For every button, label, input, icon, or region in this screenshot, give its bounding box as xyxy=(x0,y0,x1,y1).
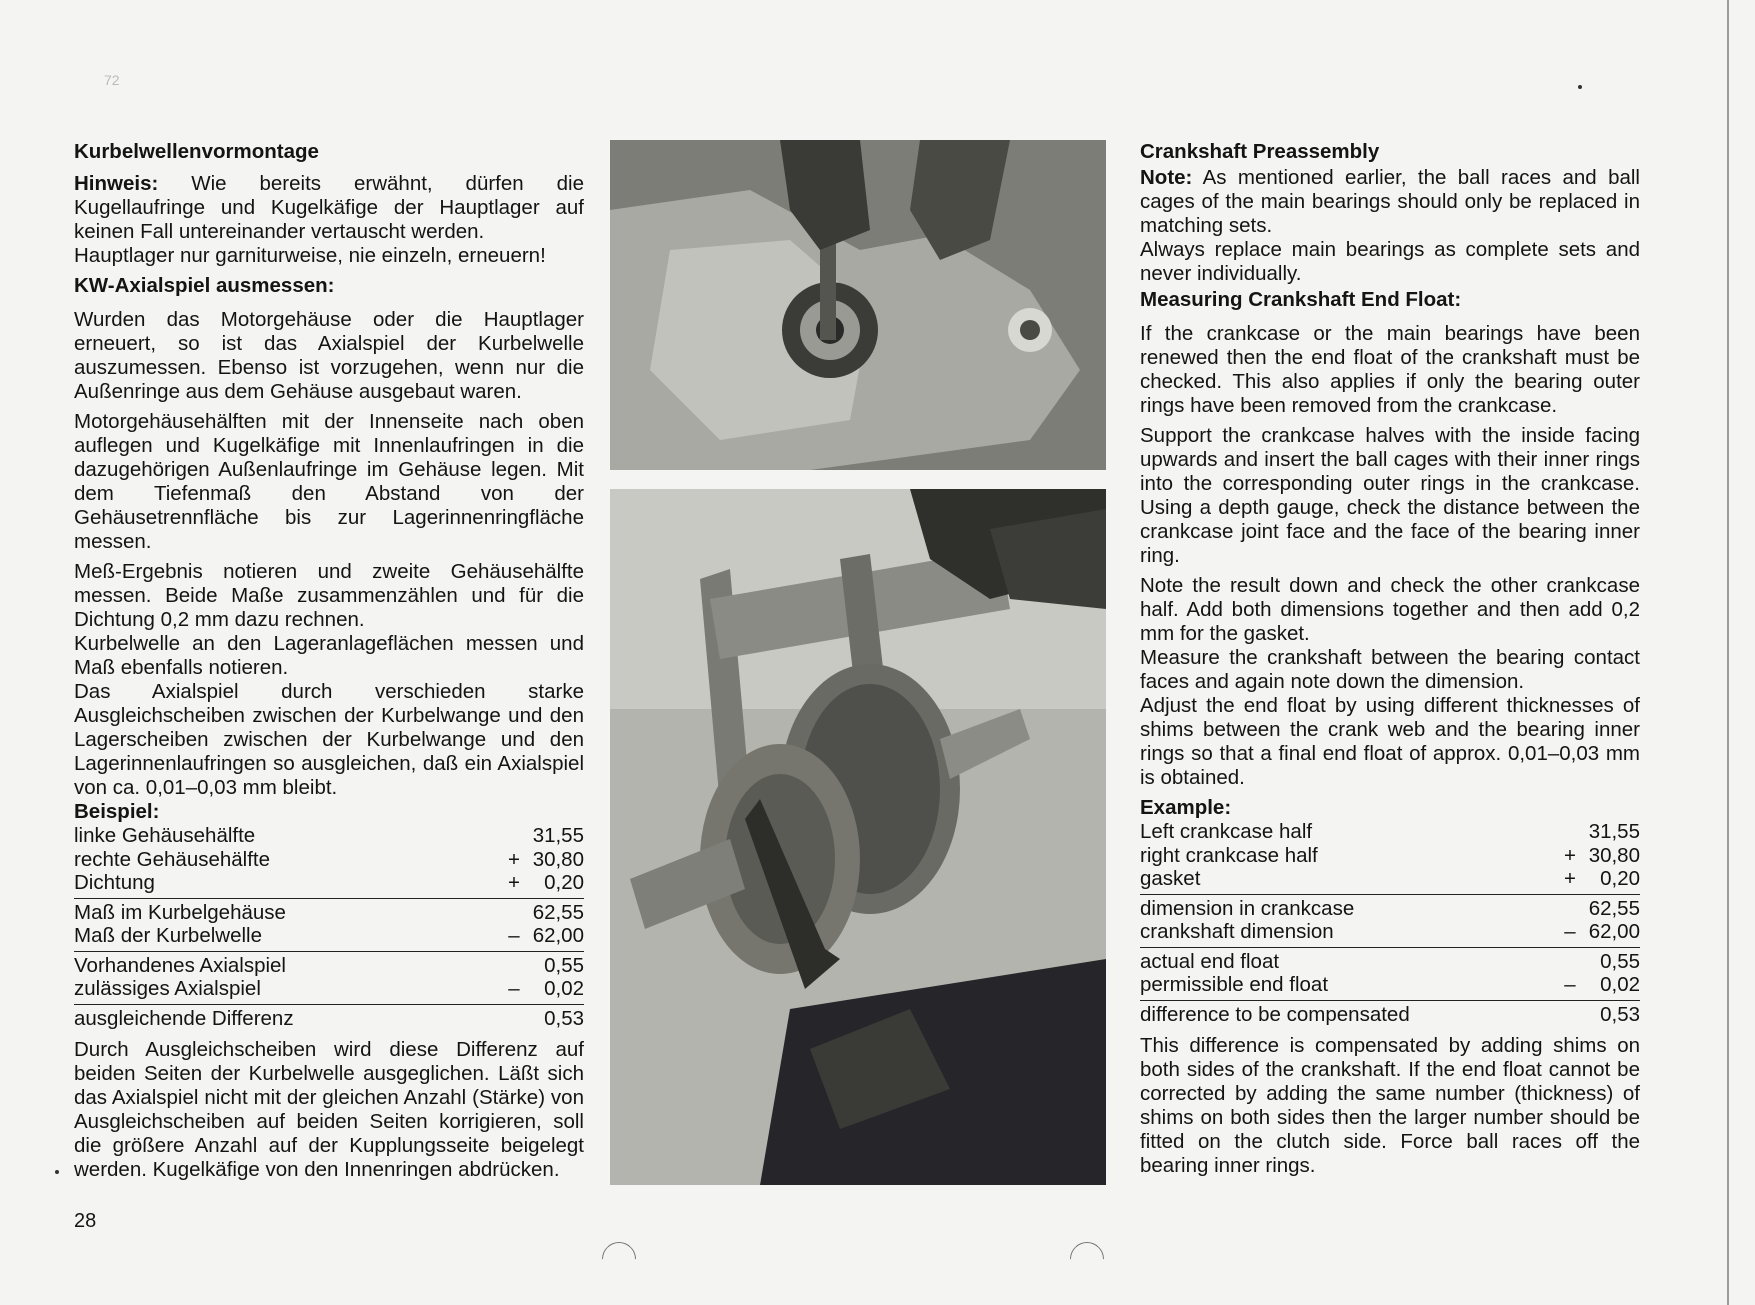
german-note-text: Wie bereits erwähnt, dürfen die Kugellaufringe und Kugelkäfige der Hauptlager auf keinen Fall untereinander vertauscht werden. xyxy=(74,172,584,243)
calc-row xyxy=(74,871,584,895)
calc-row xyxy=(1140,820,1640,844)
calc-label: dimension in crankcase xyxy=(1140,896,1355,920)
calc-label: gasket xyxy=(1140,867,1201,890)
calc-divider xyxy=(74,898,584,899)
english-note-text: As mentioned earlier, the ball races and ball cages of the main bearings should only be replaced in matching sets. xyxy=(1140,166,1640,237)
calc-value: 62,55 xyxy=(1588,896,1640,920)
calc-value: 0,20 xyxy=(1600,867,1640,890)
english-section-heading: Measuring Crankshaft End Float: xyxy=(1140,288,1462,311)
german-note-text2: Hauptlager nur garniturweise, nie einzeln, erneuern! xyxy=(74,244,546,267)
calc-divider xyxy=(74,1004,584,1005)
calc-row xyxy=(74,1007,584,1031)
calc-value: 0,20 xyxy=(544,871,584,894)
calc-value: 31,55 xyxy=(532,824,584,847)
calc-operator: + xyxy=(1564,867,1576,890)
calc-value: 0,55 xyxy=(544,953,584,977)
crankshaft-caliper-photo xyxy=(610,489,1106,1185)
calc-row xyxy=(1140,950,1640,974)
calc-row xyxy=(74,977,584,1001)
calc-operator: – xyxy=(508,977,520,1000)
calc-label: permissible end float xyxy=(1140,973,1329,996)
calc-value: 30,80 xyxy=(532,847,584,871)
calc-row xyxy=(1140,920,1640,944)
page-number: 28 xyxy=(74,1210,97,1232)
calc-label: rechte Gehäusehälfte xyxy=(74,847,271,871)
calc-operator: + xyxy=(508,847,520,871)
calc-label: actual end float xyxy=(1140,949,1280,973)
english-paragraph-4: Measure the crankshaft between the bearing contact faces and again note down the dimension. xyxy=(1140,646,1640,693)
calc-label: difference to be compensated xyxy=(1140,1002,1410,1026)
calc-row xyxy=(74,824,584,848)
calc-label: right crankcase half xyxy=(1140,843,1318,867)
calc-label: Maß im Kurbelgehäuse xyxy=(74,900,286,924)
calc-row xyxy=(1140,867,1640,891)
page-mark: 72 xyxy=(104,72,120,88)
calc-row xyxy=(1140,973,1640,997)
calc-row xyxy=(74,901,584,925)
calc-operator: – xyxy=(1564,973,1576,996)
german-calculation xyxy=(74,824,584,1030)
calc-operator: – xyxy=(508,924,520,947)
german-paragraph-2: Motorgehäusehälften mit der Innenseite nach oben auflegen und Kugelkäfige mit Innenlaufringen in die dazugehörigen Außenlaufringe im Gehäuse legen. Mit dem Tiefenmaß den Abstand von der Gehäusetrennfläche bis zur Lagerinnenringfläche messen. xyxy=(74,410,584,553)
calc-operator: + xyxy=(508,871,520,894)
binder-hole-mark xyxy=(1063,1235,1111,1283)
calc-value: 30,80 xyxy=(1588,843,1640,867)
calc-divider xyxy=(1140,894,1640,895)
calc-divider xyxy=(74,951,584,952)
calc-row xyxy=(74,954,584,978)
calc-label: crankshaft dimension xyxy=(1140,920,1334,943)
calc-label: Dichtung xyxy=(74,871,155,894)
calc-label: Maß der Kurbelwelle xyxy=(74,924,262,947)
english-paragraph-3: Note the result down and check the other crankcase half. Add both dimensions together and then add 0,2 mm for the gasket. xyxy=(1140,574,1640,645)
german-paragraph-5: Das Axialspiel durch verschieden starke Ausgleichscheiben zwischen der Kurbelwange und den Lagerscheiben zwischen der Kurbelwange und den Lagerinnenlaufringen so ausgleichen, daß ein Axialspiel von ca. 0,01–0,03 mm bleibt. xyxy=(74,680,584,799)
english-calculation xyxy=(1140,820,1640,1026)
calc-row xyxy=(1140,897,1640,921)
calc-value: 62,00 xyxy=(532,924,584,947)
english-note-label: Note: xyxy=(1140,166,1193,189)
scan-speck xyxy=(55,1170,59,1174)
english-paragraph-1: If the crankcase or the main bearings have been renewed then the end float of the crankshaft must be checked. This also applies if only the bearing outer rings have been removed from the crankcase. xyxy=(1140,322,1640,417)
calc-value: 62,00 xyxy=(1588,920,1640,943)
calc-operator: – xyxy=(1564,920,1576,943)
calc-row xyxy=(74,848,584,872)
english-note xyxy=(1140,166,1640,238)
crankcase-depth-gauge-photo xyxy=(610,140,1106,470)
calc-value: 0,02 xyxy=(1600,973,1640,996)
calc-value: 62,55 xyxy=(532,900,584,924)
calc-row xyxy=(74,924,584,948)
calc-label: Vorhandenes Axialspiel xyxy=(74,953,286,977)
german-column xyxy=(74,140,584,1188)
calc-value: 0,55 xyxy=(1600,949,1640,973)
german-paragraph-4: Kurbelwelle an den Lageranlageflächen messen und Maß ebenfalls notieren. xyxy=(74,632,584,679)
english-column xyxy=(1140,140,1640,1184)
calc-row xyxy=(1140,1003,1640,1027)
english-note-text2: Always replace main bearings as complete sets and never individually. xyxy=(1140,238,1640,285)
calc-label: ausgleichende Differenz xyxy=(74,1006,294,1030)
calc-value: 0,53 xyxy=(544,1006,584,1030)
english-title: Crankshaft Preassembly xyxy=(1140,140,1380,163)
english-paragraph-2: Support the crankcase halves with the inside facing upwards and insert the ball cages with their inner rings into the corresponding outer rings in the crankcase. Using a depth gauge, check the distance between the crankcase joint face and the face of the bearing inner ring. xyxy=(1140,424,1640,567)
scan-speck xyxy=(1578,85,1582,89)
english-example-label: Example: xyxy=(1140,796,1232,819)
binder-hole-mark xyxy=(595,1235,643,1283)
english-paragraph-6: This difference is compensated by adding shims on both sides of the crankshaft. If the end float cannot be corrected by adding the same number (thickness) of shims on both sides then the larger number should be fitted on the clutch side. Force ball races off the bearing inner rings. xyxy=(1140,1034,1640,1177)
calc-operator: + xyxy=(1564,843,1576,867)
german-section-heading: KW-Axialspiel ausmessen: xyxy=(74,274,335,297)
calc-divider xyxy=(1140,1000,1640,1001)
german-paragraph-6: Durch Ausgleichscheiben wird diese Differenz auf beiden Seiten der Kurbelwelle ausgeglichen. Läßt sich das Axialspiel nicht mit der gleichen Anzahl (Stärke) von Ausgleichscheiben auf beiden Seiten korrigieren, soll die größere Anzahl auf der Kupplungsseite beigelegt werden. Kugelkäfige von den Innenringen abdrücken. xyxy=(74,1038,584,1181)
german-note xyxy=(74,172,584,244)
page-edge-shadow xyxy=(1727,0,1729,1305)
calc-row xyxy=(1140,844,1640,868)
calc-value: 0,53 xyxy=(1600,1002,1640,1026)
calc-value: 0,02 xyxy=(544,977,584,1000)
german-title: Kurbelwellenvormontage xyxy=(74,140,319,163)
calc-divider xyxy=(1140,947,1640,948)
calc-value: 31,55 xyxy=(1588,820,1640,843)
german-example-label: Beispiel: xyxy=(74,800,160,823)
calc-label: Left crankcase half xyxy=(1140,820,1313,843)
german-paragraph-1: Wurden das Motorgehäuse oder die Hauptlager erneuert, so ist das Axialspiel der Kurbelwelle auszumessen. Ebenso ist vorzugehen, wenn nur die Außenringe aus dem Gehäuse ausgebaut waren. xyxy=(74,308,584,403)
calc-label: zulässiges Axialspiel xyxy=(74,977,261,1000)
calc-label: linke Gehäusehälfte xyxy=(74,824,256,847)
german-note-label: Hinweis: xyxy=(74,172,159,195)
english-paragraph-5: Adjust the end float by using different thicknesses of shims between the crank web and the bearing inner rings so that a final end float of approx. 0,01–0,03 mm is obtained. xyxy=(1140,694,1640,789)
german-paragraph-3: Meß-Ergebnis notieren und zweite Gehäusehälfte messen. Beide Maße zusammenzählen und für die Dichtung 0,2 mm dazu rechnen. xyxy=(74,560,584,631)
